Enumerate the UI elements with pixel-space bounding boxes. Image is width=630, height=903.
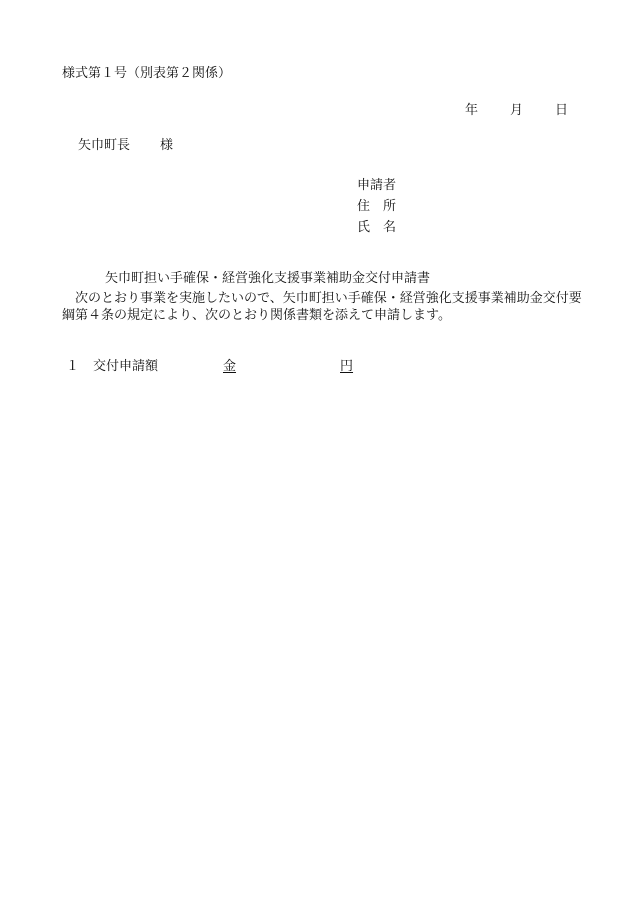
date-year-label: 年	[465, 103, 479, 118]
document-title: 矢巾町担い手確保・経営強化支援事業補助金交付申請書	[105, 271, 431, 286]
date-day-label: 日	[555, 103, 569, 118]
addressee-honorific: 様	[160, 138, 174, 153]
addressee	[78, 139, 173, 152]
date-month-label: 月	[510, 103, 524, 118]
date-block	[465, 104, 568, 117]
form-number: 様式第１号（別表第２関係）	[62, 66, 232, 81]
item-label: 交付申請額	[93, 359, 159, 374]
body-paragraph: 次のとおり事業を実施したいので、矢巾町担い手確保・経営強化支援事業補助金交付要綱第４条の規定により、次のとおり関係書類を添えて申請します。	[62, 291, 582, 323]
applicant-name-label: 氏名	[357, 220, 410, 235]
applicant-heading: 申請者	[357, 178, 397, 193]
amount-suffix: 円	[340, 359, 354, 374]
item-number: １	[66, 359, 80, 374]
applicant-block	[357, 175, 409, 238]
amount-prefix: 金	[223, 359, 237, 374]
amount-field	[223, 360, 353, 373]
application-amount-row	[66, 360, 353, 373]
applicant-address-label: 住所	[357, 199, 410, 214]
addressee-name: 矢巾町長	[78, 138, 131, 153]
